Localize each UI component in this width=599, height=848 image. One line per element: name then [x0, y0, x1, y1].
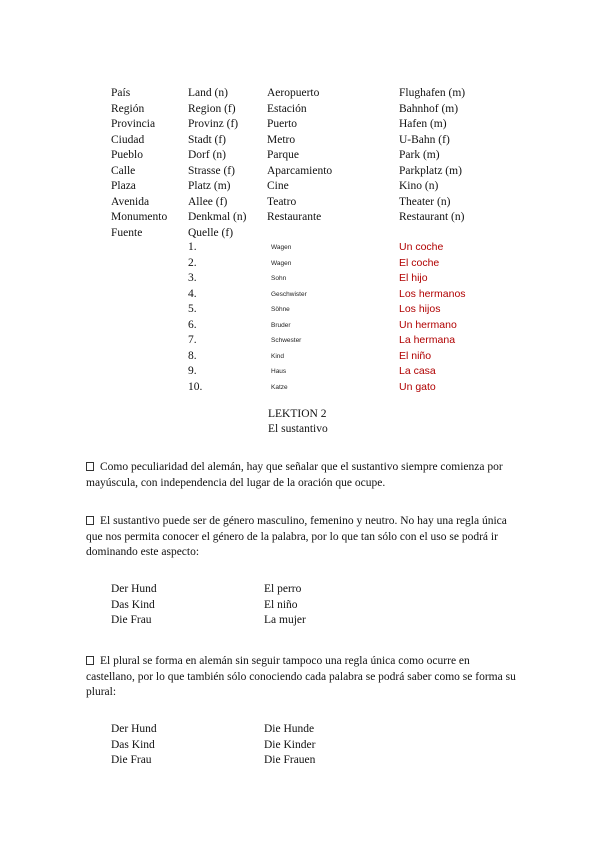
- vocab2-de-7: Kino (n): [399, 180, 439, 192]
- exercise-german-word: Geschwister: [271, 290, 307, 298]
- exercise-number: 2.: [188, 256, 197, 269]
- exercise-german-word: Katze: [271, 383, 288, 391]
- vocab-es-3: Provincia: [111, 118, 156, 130]
- exercise-german-word: Sohn: [271, 275, 287, 282]
- vocab2-es-6: Aparcamiento: [267, 164, 333, 177]
- vocab2-es-4: Metro: [267, 133, 296, 146]
- exercise-german-word: Kind: [271, 352, 285, 360]
- vocab-es-5: Pueblo: [111, 149, 143, 161]
- exercise-answer: Un hermano: [399, 318, 457, 331]
- paragraph-text: El sustantivo puede ser de género masculino, femenino y neutro. No hay una regla única que nos permita conocer el género de la palabra, por lo que tan sólo con el uso se podrá ir dominando este aspecto:: [86, 515, 507, 558]
- vocab2-de-5: Park (m): [399, 149, 440, 161]
- exercise-answer: El hijo: [399, 272, 428, 284]
- example-plural: Die Hunde: [264, 723, 315, 735]
- exercise-german-word: Wagen: [271, 259, 292, 267]
- vocab-de-5: Dorf (n): [188, 149, 226, 161]
- vocab2-es-2: Estación: [267, 102, 307, 115]
- vocab-de-4: Stadt (f): [188, 133, 227, 146]
- exercise-german-word: Söhne: [271, 306, 290, 313]
- example-spanish: El perro: [264, 583, 302, 595]
- vocab-es-6: Calle: [111, 164, 136, 177]
- vocab2-de-1: Flughafen (m): [399, 87, 466, 99]
- example-german: Die Frau: [111, 614, 152, 626]
- exercise-answer: El niño: [399, 349, 432, 362]
- lesson-title: LEKTION 2: [268, 408, 327, 420]
- vocab-de-2: Region (f): [188, 102, 236, 115]
- vocab2-es-9: Restaurante: [267, 211, 322, 223]
- exercise-answer: El coche: [399, 256, 440, 269]
- example-german: Das Kind: [111, 598, 155, 611]
- vocab2-es-3: Puerto: [267, 118, 298, 130]
- exercise-number: 10.: [188, 380, 203, 393]
- example-german: Der Hund: [111, 583, 157, 595]
- exercise-answer: La hermana: [399, 334, 456, 346]
- example-plural: Die Kinder: [264, 738, 316, 751]
- paragraph-text: Como peculiaridad del alemán, hay que señalar que el sustantivo siempre comienza por mayúscula, con independencia del lugar de la oración que ocupe.: [86, 461, 503, 489]
- example-plural: Die Frauen: [264, 754, 316, 766]
- exercise-number: 6.: [188, 318, 197, 331]
- exercise-number: 8.: [188, 349, 197, 362]
- exercise-german-word: Haus: [271, 368, 287, 375]
- vocab-de-8: Allee (f): [188, 195, 228, 208]
- vocab-de-9: Denkmal (n): [188, 211, 247, 223]
- vocab-de-1: Land (n): [188, 87, 228, 99]
- vocab-de-6: Strasse (f): [188, 164, 235, 177]
- vocab2-de-3: Hafen (m): [399, 118, 447, 130]
- vocab-es-4: Ciudad: [111, 133, 145, 146]
- vocab2-de-2: Bahnhof (m): [399, 102, 459, 115]
- exercise-number: 3.: [188, 272, 197, 284]
- example-spanish: El niño: [264, 598, 298, 611]
- paragraph-capitalization: [86, 460, 516, 491]
- vocab-es-10: Fuente: [111, 226, 143, 239]
- vocab2-es-7: Cine: [267, 180, 289, 192]
- example-singular: Die Frau: [111, 754, 152, 766]
- vocab2-de-4: U-Bahn (f): [399, 133, 450, 146]
- paragraph-text: El plural se forma en alemán sin seguir tampoco una regla única como ocurre en castellano, por lo que también sólo conociendo cada palabra se podrá saber como se forma su plural:: [86, 655, 516, 698]
- vocab2-de-9: Restaurant (n): [399, 211, 465, 223]
- vocab-es-7: Plaza: [111, 180, 136, 192]
- exercise-german-word: Schwester: [271, 337, 302, 344]
- vocab2-es-5: Parque: [267, 149, 299, 161]
- vocab2-es-8: Teatro: [267, 195, 297, 208]
- lesson-subtitle: El sustantivo: [268, 423, 328, 435]
- vocab-de-10: Quelle (f): [188, 226, 234, 239]
- bullet-box-icon: [86, 656, 94, 665]
- paragraph-gender: [86, 514, 516, 561]
- vocab2-de-6: Parkplatz (m): [399, 164, 462, 177]
- vocab-es-8: Avenida: [111, 195, 150, 208]
- exercise-answer: Los hermanos: [399, 287, 466, 300]
- vocab-de-7: Platz (m): [188, 180, 231, 192]
- exercise-number: 7.: [188, 334, 197, 346]
- vocab-es-1: País: [111, 87, 131, 99]
- example-singular: Der Hund: [111, 723, 157, 735]
- exercise-answer: Un gato: [399, 380, 436, 393]
- vocab-es-2: Región: [111, 102, 145, 115]
- exercise-german-word: Wagen: [271, 244, 292, 251]
- vocab-de-3: Provinz (f): [188, 118, 239, 130]
- vocab2-de-8: Theater (n): [399, 195, 451, 208]
- exercise-answer: Un coche: [399, 241, 444, 253]
- exercise-answer: Los hijos: [399, 303, 441, 315]
- exercise-number: 1.: [188, 241, 197, 253]
- paragraph-plural: [86, 654, 516, 701]
- bullet-box-icon: [86, 516, 94, 525]
- bullet-box-icon: [86, 462, 94, 471]
- exercise-answer: La casa: [399, 365, 436, 377]
- exercise-number: 9.: [188, 365, 197, 377]
- exercise-number: 5.: [188, 303, 197, 315]
- example-spanish: La mujer: [264, 614, 306, 626]
- example-singular: Das Kind: [111, 738, 155, 751]
- vocab-es-9: Monumento: [111, 211, 168, 223]
- vocab2-es-1: Aeropuerto: [267, 87, 320, 99]
- exercise-number: 4.: [188, 287, 197, 300]
- exercise-german-word: Bruder: [271, 321, 291, 329]
